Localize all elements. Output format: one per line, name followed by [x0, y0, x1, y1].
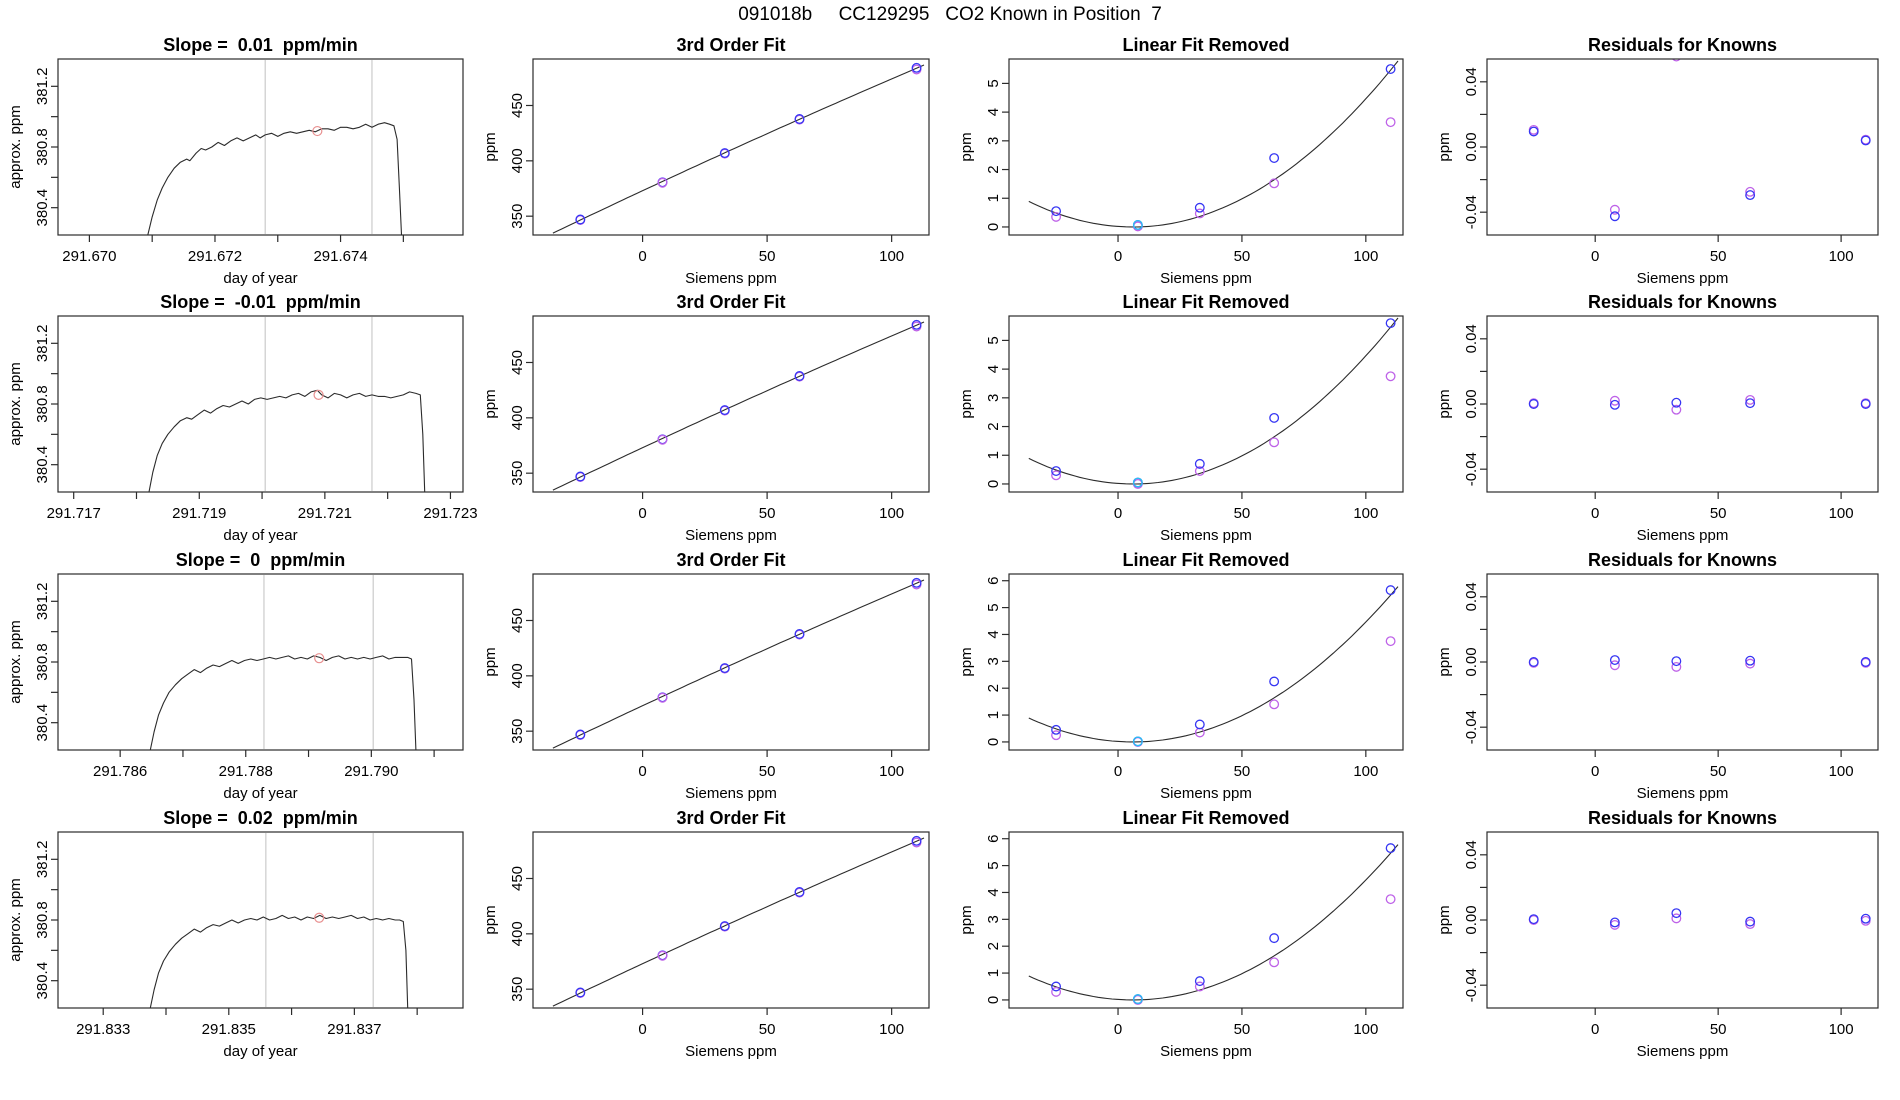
- y-tick-label: 350: [509, 976, 526, 1002]
- y-tick-label: 381.2: [34, 67, 51, 106]
- x-tick-label: 100: [1828, 248, 1854, 265]
- x-tick-label: 0: [638, 505, 647, 522]
- y-tick-label: 350: [509, 203, 526, 229]
- y-tick-label: 0: [985, 479, 1002, 489]
- data-point-blue: [1386, 586, 1395, 595]
- y-tick-label: -0.04: [1463, 710, 1480, 745]
- x-tick-label: 0: [638, 763, 647, 780]
- fit-curve: [1029, 845, 1398, 1000]
- plot-title: Residuals for Knowns: [1587, 292, 1778, 312]
- y-tick-label: 450: [509, 92, 526, 119]
- y-tick-label: 400: [509, 663, 526, 689]
- y-tick-label: 0.00: [1463, 647, 1480, 677]
- y-axis-label: ppm: [1436, 647, 1453, 677]
- plot-box: [58, 316, 463, 492]
- plot-r1-c3: [958, 35, 1403, 287]
- x-tick-label: 291.835: [201, 1021, 256, 1038]
- y-tick-label: 4: [985, 630, 1002, 639]
- plot-r1-c2: [482, 35, 929, 287]
- x-tick-label: 100: [1828, 1021, 1854, 1038]
- y-tick-label: 0.00: [1463, 905, 1480, 935]
- y-tick-label: 0: [985, 737, 1002, 747]
- plot-r4-c2: [482, 808, 929, 1060]
- y-tick-label: 0: [985, 995, 1002, 1005]
- x-tick-label: 50: [1233, 505, 1251, 522]
- plot-box: [533, 832, 929, 1008]
- x-tick-label: 0: [1113, 505, 1123, 522]
- y-tick-label: 400: [509, 148, 526, 174]
- y-axis-label: ppm: [482, 389, 499, 419]
- x-axis-label: day of year: [223, 527, 298, 544]
- plot-data-layer: [1029, 844, 1398, 1004]
- plot-title: Linear Fit Removed: [1122, 35, 1290, 55]
- x-tick-label: 100: [1828, 763, 1854, 780]
- y-axis-label: ppm: [1436, 389, 1453, 419]
- y-tick-label: 3: [985, 915, 1002, 924]
- plot-data-layer: [149, 317, 425, 492]
- x-axis-label: day of year: [223, 785, 298, 802]
- data-point-blue: [1672, 909, 1681, 918]
- y-tick-label: 0.04: [1463, 582, 1480, 612]
- y-tick-label: 3: [985, 657, 1002, 666]
- y-tick-label: 2: [985, 942, 1002, 951]
- x-tick-label: 100: [1353, 248, 1379, 265]
- plot-data-layer: [1529, 48, 1870, 220]
- x-tick-label: 291.786: [93, 763, 148, 780]
- plot-data-layer: [150, 833, 407, 1008]
- y-tick-label: 5: [985, 336, 1002, 345]
- x-axis-label: Siemens ppm: [1636, 270, 1729, 287]
- y-tick-label: 5: [985, 79, 1002, 88]
- y-tick-label: 350: [509, 460, 526, 486]
- plot-box: [1487, 574, 1878, 750]
- x-tick-label: 0: [1591, 248, 1600, 265]
- x-tick-label: 100: [879, 248, 905, 265]
- x-axis-label: day of year: [223, 1043, 298, 1060]
- plot-box: [1487, 832, 1878, 1008]
- y-axis-label: ppm: [482, 647, 499, 677]
- data-point-blue: [1386, 844, 1395, 853]
- signal-trace: [148, 123, 402, 235]
- data-point-blue: [1672, 657, 1681, 666]
- plot-title: 3rd Order Fit: [676, 808, 786, 828]
- plot-r3-c3: [958, 550, 1403, 802]
- y-axis-label: approx. ppm: [7, 878, 24, 962]
- y-tick-label: 4: [985, 888, 1002, 897]
- plot-title: Slope = 0.02 ppm/min: [163, 808, 358, 828]
- y-tick-label: 450: [509, 865, 526, 892]
- x-tick-label: 50: [1709, 1021, 1727, 1038]
- y-axis-label: approx. ppm: [7, 362, 24, 446]
- x-tick-label: 291.717: [46, 505, 101, 522]
- y-tick-label: 2: [985, 165, 1002, 174]
- y-tick-label: 0.04: [1463, 840, 1480, 870]
- fit-curve: [1029, 61, 1398, 227]
- x-axis-label: Siemens ppm: [685, 527, 777, 544]
- y-tick-label: 380.4: [34, 188, 51, 227]
- plot-title: Linear Fit Removed: [1122, 292, 1290, 312]
- x-axis-label: day of year: [223, 270, 298, 287]
- plot-title: 3rd Order Fit: [676, 550, 786, 570]
- x-tick-label: 50: [1709, 505, 1727, 522]
- plot-box: [533, 316, 929, 492]
- data-point-blue: [1196, 977, 1205, 986]
- y-axis-label: ppm: [482, 905, 499, 935]
- y-tick-label: 3: [985, 136, 1002, 145]
- x-axis-label: Siemens ppm: [1636, 1043, 1729, 1060]
- data-point-violet: [1270, 438, 1279, 447]
- x-tick-label: 100: [879, 505, 905, 522]
- plot-r3-c4: [1436, 550, 1878, 802]
- x-tick-label: 50: [1233, 1021, 1251, 1038]
- y-tick-label: 350: [509, 718, 526, 744]
- x-tick-label: 0: [638, 1021, 647, 1038]
- y-tick-label: 381.2: [34, 840, 51, 879]
- plot-r1-c1: [7, 35, 463, 287]
- x-tick-label: 100: [1353, 763, 1379, 780]
- x-tick-label: 0: [1591, 1021, 1600, 1038]
- plot-data-layer: [553, 579, 924, 749]
- y-tick-label: 381.2: [34, 582, 51, 621]
- y-tick-label: 400: [509, 921, 526, 947]
- plot-title: Residuals for Knowns: [1587, 550, 1778, 570]
- y-tick-label: 450: [509, 349, 526, 376]
- plot-title: Linear Fit Removed: [1122, 550, 1290, 570]
- plot-title: Residuals for Knowns: [1587, 35, 1778, 55]
- plot-title: Slope = -0.01 ppm/min: [160, 292, 361, 312]
- y-tick-label: 381.2: [34, 324, 51, 363]
- y-axis-label: ppm: [958, 905, 975, 935]
- x-tick-label: 291.837: [327, 1021, 382, 1038]
- y-tick-label: 2: [985, 422, 1002, 431]
- plot-data-layer: [148, 60, 402, 235]
- plot-data-layer: [553, 837, 924, 1007]
- y-tick-label: 380.8: [34, 128, 51, 166]
- y-tick-label: -0.04: [1463, 452, 1480, 487]
- x-tick-label: 291.721: [297, 505, 352, 522]
- signal-trace: [150, 656, 416, 750]
- data-point-violet: [1386, 118, 1395, 127]
- x-tick-label: 50: [1233, 763, 1251, 780]
- data-point-violet: [1270, 958, 1279, 967]
- y-tick-label: 1: [985, 451, 1002, 460]
- x-tick-label: 100: [1353, 1021, 1379, 1038]
- fit-curve: [1029, 318, 1398, 484]
- fit-curve: [553, 838, 924, 1006]
- y-tick-label: 450: [509, 607, 526, 634]
- data-point-blue: [1386, 65, 1395, 74]
- data-point-violet: [1270, 700, 1279, 709]
- data-point-blue: [1196, 203, 1205, 212]
- plot-data-layer: [150, 575, 416, 750]
- y-axis-label: ppm: [1436, 132, 1453, 162]
- signal-trace: [149, 390, 425, 492]
- data-point-blue: [1611, 212, 1620, 221]
- y-axis-label: approx. ppm: [7, 620, 24, 704]
- plot-data-layer: [1529, 396, 1870, 414]
- x-axis-label: Siemens ppm: [1160, 785, 1252, 802]
- y-tick-label: -0.04: [1463, 195, 1480, 230]
- plot-box: [1009, 832, 1403, 1008]
- data-point-blue: [1611, 656, 1620, 665]
- y-tick-label: 0.04: [1463, 67, 1480, 97]
- x-axis-label: Siemens ppm: [1160, 1043, 1252, 1060]
- fit-curve: [553, 65, 924, 233]
- y-tick-label: 5: [985, 861, 1002, 870]
- data-point-blue: [1270, 677, 1279, 686]
- data-point-violet: [1386, 372, 1395, 381]
- plot-box: [1487, 316, 1878, 492]
- data-point-blue: [1196, 720, 1205, 729]
- page-title: 091018b CC129295 CO2 Known in Position 7: [738, 4, 1162, 25]
- x-tick-label: 291.723: [423, 505, 478, 522]
- x-axis-label: Siemens ppm: [1636, 527, 1729, 544]
- plot-box: [58, 832, 463, 1008]
- y-tick-label: 4: [985, 107, 1002, 117]
- fit-curve: [553, 322, 924, 490]
- x-axis-label: Siemens ppm: [1160, 270, 1252, 287]
- x-tick-label: 291.674: [313, 248, 368, 265]
- x-tick-label: 0: [1113, 763, 1123, 780]
- y-tick-label: 0: [985, 222, 1002, 232]
- y-axis-label: approx. ppm: [7, 105, 24, 189]
- plot-box: [58, 574, 463, 750]
- y-tick-label: 380.8: [34, 643, 51, 681]
- plot-r1-c4: [1436, 35, 1878, 287]
- data-point-violet: [1386, 637, 1395, 646]
- plot-box: [1009, 59, 1403, 235]
- x-tick-label: 50: [1709, 248, 1727, 265]
- y-tick-label: 6: [985, 834, 1002, 843]
- plot-r2-c1: [7, 292, 478, 544]
- plot-title: Slope = 0.01 ppm/min: [163, 35, 358, 55]
- plot-r3-c1: [7, 550, 463, 802]
- x-tick-label: 100: [1828, 505, 1854, 522]
- y-tick-label: 4: [985, 364, 1002, 374]
- x-tick-label: 0: [1113, 1021, 1123, 1038]
- plot-data-layer: [1529, 909, 1870, 929]
- y-tick-label: 6: [985, 576, 1002, 585]
- x-tick-label: 0: [1591, 505, 1600, 522]
- x-tick-label: 50: [758, 248, 776, 265]
- x-tick-label: 0: [1113, 248, 1123, 265]
- x-axis-label: Siemens ppm: [1636, 785, 1729, 802]
- x-tick-label: 50: [1233, 248, 1251, 265]
- x-tick-label: 291.670: [62, 248, 117, 265]
- y-axis-label: ppm: [482, 132, 499, 162]
- y-tick-label: 380.4: [34, 703, 51, 742]
- x-tick-label: 50: [758, 763, 776, 780]
- y-axis-label: ppm: [958, 132, 975, 162]
- x-axis-label: Siemens ppm: [685, 785, 777, 802]
- signal-trace: [150, 915, 407, 1008]
- plot-title: Linear Fit Removed: [1122, 808, 1290, 828]
- plot-data-layer: [1029, 61, 1398, 231]
- x-axis-label: Siemens ppm: [685, 270, 777, 287]
- y-tick-label: 380.4: [34, 961, 51, 1000]
- y-tick-label: 1: [985, 968, 1002, 978]
- plot-data-layer: [553, 64, 924, 234]
- x-tick-label: 291.790: [344, 763, 399, 780]
- x-tick-label: 50: [758, 505, 776, 522]
- plot-data-layer: [553, 321, 924, 491]
- x-tick-label: 291.672: [187, 248, 243, 265]
- plot-box: [1009, 574, 1403, 750]
- plot-box: [1009, 316, 1403, 492]
- y-tick-label: 380.8: [34, 385, 51, 423]
- x-tick-label: 100: [879, 1021, 905, 1038]
- plot-r2-c2: [482, 292, 929, 544]
- x-tick-label: 50: [758, 1021, 776, 1038]
- plot-box: [1487, 59, 1878, 235]
- data-point-blue: [1270, 414, 1279, 423]
- y-tick-label: 380.8: [34, 901, 51, 939]
- plot-r4-c4: [1436, 808, 1878, 1060]
- plot-box: [533, 574, 929, 750]
- y-tick-label: 5: [985, 603, 1002, 612]
- plot-title: Slope = 0 ppm/min: [175, 550, 346, 570]
- y-tick-label: 0.04: [1463, 324, 1480, 354]
- data-point-blue: [1270, 154, 1279, 163]
- y-tick-label: 1: [985, 194, 1002, 203]
- plot-title: Residuals for Knowns: [1587, 808, 1778, 828]
- y-axis-label: ppm: [958, 389, 975, 419]
- plot-data-layer: [1029, 586, 1398, 746]
- y-tick-label: 3: [985, 393, 1002, 402]
- y-tick-label: 400: [509, 405, 526, 431]
- y-tick-label: 0.00: [1463, 389, 1480, 419]
- plot-r4-c1: [7, 808, 463, 1060]
- data-point-violet: [1386, 895, 1395, 904]
- data-point-blue: [1270, 934, 1279, 943]
- plot-box: [58, 59, 463, 235]
- fit-curve: [1029, 587, 1398, 742]
- plot-r4-c3: [958, 808, 1403, 1060]
- plot-box: [533, 59, 929, 235]
- y-tick-label: 1: [985, 710, 1002, 720]
- plot-title: 3rd Order Fit: [676, 35, 786, 55]
- y-tick-label: 380.4: [34, 445, 51, 484]
- x-axis-label: Siemens ppm: [685, 1043, 777, 1060]
- plot-data-layer: [1029, 318, 1398, 488]
- y-tick-label: 0.00: [1463, 132, 1480, 162]
- x-tick-label: 291.719: [172, 505, 227, 522]
- plot-r2-c3: [958, 292, 1403, 544]
- fit-curve: [553, 580, 924, 748]
- y-tick-label: 2: [985, 684, 1002, 693]
- plot-title: 3rd Order Fit: [676, 292, 786, 312]
- y-tick-label: -0.04: [1463, 968, 1480, 1003]
- x-tick-label: 50: [1709, 763, 1727, 780]
- x-tick-label: 0: [1591, 763, 1600, 780]
- x-tick-label: 291.788: [218, 763, 273, 780]
- x-tick-label: 100: [1353, 505, 1379, 522]
- x-axis-label: Siemens ppm: [1160, 527, 1252, 544]
- x-tick-label: 0: [638, 248, 647, 265]
- plot-data-layer: [1529, 656, 1870, 671]
- plot-r2-c4: [1436, 292, 1878, 544]
- y-axis-label: ppm: [1436, 905, 1453, 935]
- x-tick-label: 291.833: [76, 1021, 131, 1038]
- x-tick-label: 100: [879, 763, 905, 780]
- y-axis-label: ppm: [958, 647, 975, 677]
- plot-r3-c2: [482, 550, 929, 802]
- data-point-blue: [1052, 207, 1061, 216]
